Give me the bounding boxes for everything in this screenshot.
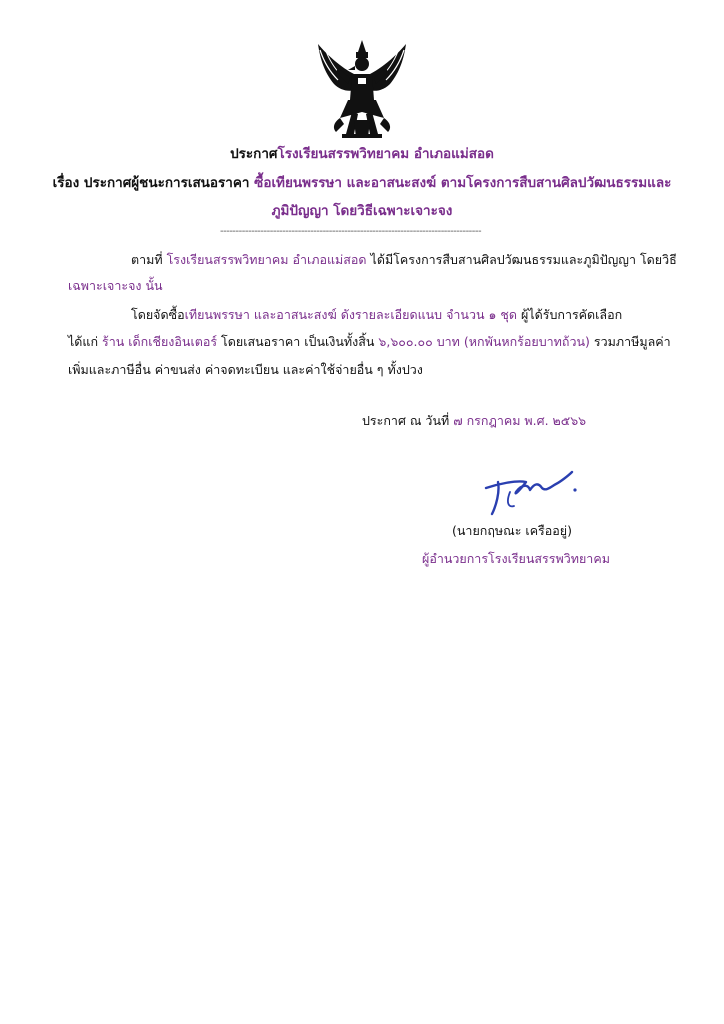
paragraph-1-line-1 bbox=[131, 251, 677, 269]
paragraph-2-line-1 bbox=[131, 306, 622, 324]
school-name: โรงเรียนสรรพวิทยาคม อำเภอแม่สอด bbox=[277, 146, 494, 162]
p1-mid: ได้มีโครงการสืบสานศิลปวัฒนธรรมและภูมิปัญญา โดยวิธี bbox=[366, 252, 677, 267]
paragraph-2-line-3: เพิ่มและภาษีอื่น ค่าขนส่ง ค่าจดทะเบียน และค่าใช้จ่ายอื่น ๆ ทั้งปวง bbox=[68, 362, 423, 377]
subject-line-2: ภูมิปัญญา โดยวิธีเฉพาะเจาะจง bbox=[271, 203, 453, 219]
divider: ------------------------------------------------------------------------------------ bbox=[220, 226, 482, 237]
signer-position: ผู้อำนวยการโรงเรียนสรรพวิทยาคม bbox=[422, 551, 610, 566]
paragraph-2-line-2 bbox=[68, 333, 671, 351]
signer-name: (นายกฤษณะ เครืออยู่) bbox=[452, 523, 572, 538]
announcement-title bbox=[0, 145, 724, 163]
garuda-emblem-icon bbox=[314, 38, 410, 144]
p3-prefix: ได้แก่ bbox=[68, 334, 103, 349]
date-prefix: ประกาศ ณ วันที่ bbox=[362, 413, 454, 428]
p1-school: โรงเรียนสรรพวิทยาคม อำเภอแม่สอด bbox=[166, 252, 367, 267]
subject-text: ซื้อเทียนพรรษา และอาสนะสงฆ์ ตามโครงการสืบสานศิลปวัฒนธรรมและ bbox=[254, 175, 672, 191]
p2-prefix: โดยจัดซื้อ bbox=[131, 307, 185, 322]
p2-suffix: ผู้ได้รับการคัดเลือก bbox=[517, 307, 623, 322]
subject-line bbox=[0, 174, 724, 192]
p1-prefix: ตามที่ bbox=[131, 252, 167, 267]
p2-item: เทียนพรรษา และอาสนะสงฆ์ ดังรายละเอียดแนบ จำนวน ๑ ชุด bbox=[184, 307, 518, 322]
title-prefix: ประกาศ bbox=[230, 146, 278, 162]
p3-suffix: รวมภาษีมูลค่า bbox=[589, 334, 671, 349]
date-value: ๗ กรกฎาคม พ.ศ. ๒๕๖๖ bbox=[453, 413, 587, 428]
paragraph-1-line-2: เฉพาะเจาะจง นั้น bbox=[68, 278, 163, 293]
subject-prefix: เรื่อง ประกาศผู้ชนะการเสนอราคา bbox=[52, 175, 255, 191]
amount: ๖,๖๐๐.๐๐ บาท (หกพันหกร้อยบาทถ้วน) bbox=[378, 334, 590, 349]
handwritten-signature-icon bbox=[476, 462, 586, 522]
announcement-date bbox=[362, 412, 586, 430]
p3-mid: โดยเสนอราคา เป็นเงินทั้งสิ้น bbox=[217, 334, 379, 349]
vendor-name: ร้าน เด็กเชียงอินเตอร์ bbox=[102, 334, 218, 349]
